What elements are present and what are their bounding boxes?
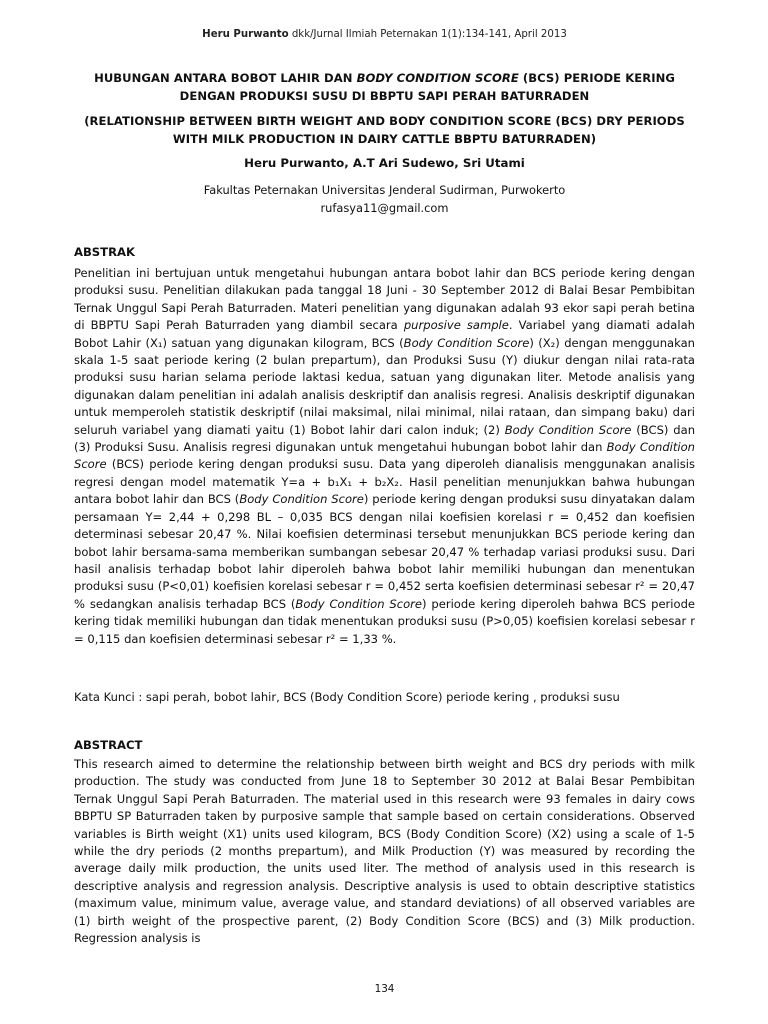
email: rufasya11@gmail.com <box>320 201 449 215</box>
affiliation: Fakultas Peternakan Universitas Jenderal Sudirman, Purwokerto <box>203 183 566 197</box>
abstrak-text-7: ) periode kering diperoleh bahwa BCS periode kering tidak memiliki hubungan dan tidak menentukan produksi susu (P>0,05) koefisien korelasi sebesar r = 0,115 dan koefisien determinasi sebesar r² = 1,33 %. <box>74 596 696 646</box>
abstract-heading: ABSTRACT <box>74 738 143 752</box>
page-number: 134 <box>374 983 395 995</box>
abstrak-text-4: (BCS) dan (3) Produksi Susu. Analisis regresi digunakan untuk mengetahui hubungan bobot lahir dan <box>74 422 696 455</box>
abstrak-italic-3: Body Condition Score <box>504 422 632 437</box>
running-head-author: Heru Purwanto <box>202 29 289 40</box>
abstrak-text-2: . Variabel yang diamati adalah Bobot Lahir (X₁) satuan yang digunakan kilogram, BCS ( <box>74 318 695 350</box>
authors: Heru Purwanto, A.T Ari Sudewo, Sri Utami <box>244 156 525 170</box>
affiliation-block <box>74 181 695 217</box>
abstrak-italic-6: Body Condition Score <box>295 596 423 611</box>
title-indonesian <box>74 70 695 105</box>
running-head <box>74 29 695 40</box>
title-english <box>74 113 695 148</box>
abstrak-heading: ABSTRAK <box>74 245 135 259</box>
title-en-line2: WITH MILK PRODUCTION IN DAIRY CATTLE BBPTU BATURRADEN) <box>172 131 597 146</box>
title-en-line1: (RELATIONSHIP BETWEEN BIRTH WEIGHT AND BODY CONDITION SCORE (BCS) DRY PERIODS <box>84 114 685 128</box>
abstrak-text-3: ) (X₂) dengan menggunakan skala 1-5 saat periode kering (2 bulan prepartum), dan Produksi Susu (Y) diukur dengan nilai rata-rata produksi susu harian selama periode laktasi kedua, satuan yang digunakan liter. Metode analisis yang digunakan dalam penelitian ini adalah analisis deskriptif dan analisis regresi. Analisis deskriptif digunakan untuk memperoleh statistik deskriptif (nilai maksimal, nilai minimal, nilai rataan, dan simpang baku) dari seluruh variabel yang diamati yaitu (1) Bobot lahir dari calon induk; (2) <box>74 335 695 437</box>
title-id-part1: HUBUNGAN ANTARA BOBOT LAHIR DAN <box>94 71 357 85</box>
abstrak-italic-4: Body Condition Score <box>74 440 696 472</box>
abstrak-text-1: Penelitian ini bertujuan untuk mengetahui hubungan antara bobot lahir dan BCS periode kering dengan produksi susu. Penelitian dilakukan pada tanggal 18 Juni - 30 September 2012 di Balai Besar Pembibitan Ternak Unggul Sapi Perah Baturraden. Materi penelitian yang digunakan adalah 93 ekor sapi perah betina di BBPTU Sapi Perah Baturraden yang diambil secara <box>74 266 695 333</box>
abstract-body: This research aimed to determine the relationship between birth weight and BCS dry periods with milk production. The study was conducted from June 18 to September 30 2012 at Balai Besar Pembibitan Ternak Unggul Sapi Perah Baturraden. The material used in this research were 93 females in dairy cows BBPTU SP Baturraden taken by purposive sample that sample based on certain considerations. Observed variables is Birth weight (X1) units used kilogram, BCS (Body Condition Score) (X2) using a scale of 1-5 while the dry periods (2 months prepartum), and Milk Production (Y) was measured by recording the average daily milk production, the units used liter. The method of analysis used in this research is descriptive analysis and regression analysis. Descriptive analysis is used to obtain descriptive statistics (maximum value, minimum value, average value, and standard deviations) of all observed variables are (1) birth weight of the prospective parent, (2) Body Condition Score (BCS) and (3) Milk production. Regression analysis is <box>74 757 695 946</box>
running-head-citation: dkk/Jurnal Ilmiah Peternakan 1(1):134-141, April 2013 <box>288 29 567 40</box>
abstrak-body <box>74 265 695 648</box>
title-id-part2: (BCS) PERIODE KERING <box>518 71 675 85</box>
abstrak-text-5: (BCS) periode kering dengan produksi susu. Data yang diperoleh dianalisis menggunakan analisis regresi dengan model matematik Y=a + b₁X₁ + b₂X₂. Hasil penelitian menunjukkan bahwa hubungan antara bobot lahir dan BCS ( <box>74 457 695 507</box>
title-id-italic: BODY CONDITION SCORE <box>356 71 519 85</box>
abstrak-italic-5: Body Condition Score <box>239 492 364 507</box>
abstrak-text-6: ) periode kering dengan produksi susu dinyatakan dalam persamaan Y= 2,44 + 0,298 BL – 0,035 BCS dengan nilai koefisien korelasi r = 0,452 dan koefisien determinasi sebesar 20,47 %. Nilai koefisien determinasi tersebut menunjukkan BCS periode kering dan bobot lahir bersama-sama memberikan sumbangan sebesar 20,47 % terhadap variasi produksi susu. Dari hasil analisis terhadap bobot lahir diperoleh bahwa bobot lahir memiliki hubungan dan menentukan produksi susu (P<0,01) koefisien korelasi sebesar r = 0,452 serta koefisien determinasi sebesar r² = 20,47 % sedangkan analisis terhadap BCS ( <box>74 492 696 611</box>
abstrak-italic-1: purposive sample <box>403 318 509 333</box>
abstrak-italic-2: Body Condition Score <box>403 335 530 350</box>
title-id-line2: DENGAN PRODUKSI SUSU DI BBPTU SAPI PERAH BATURRADEN <box>179 88 590 103</box>
keywords: Kata Kunci : sapi perah, bobot lahir, BCS (Body Condition Score) periode kering , produksi susu <box>74 690 620 704</box>
